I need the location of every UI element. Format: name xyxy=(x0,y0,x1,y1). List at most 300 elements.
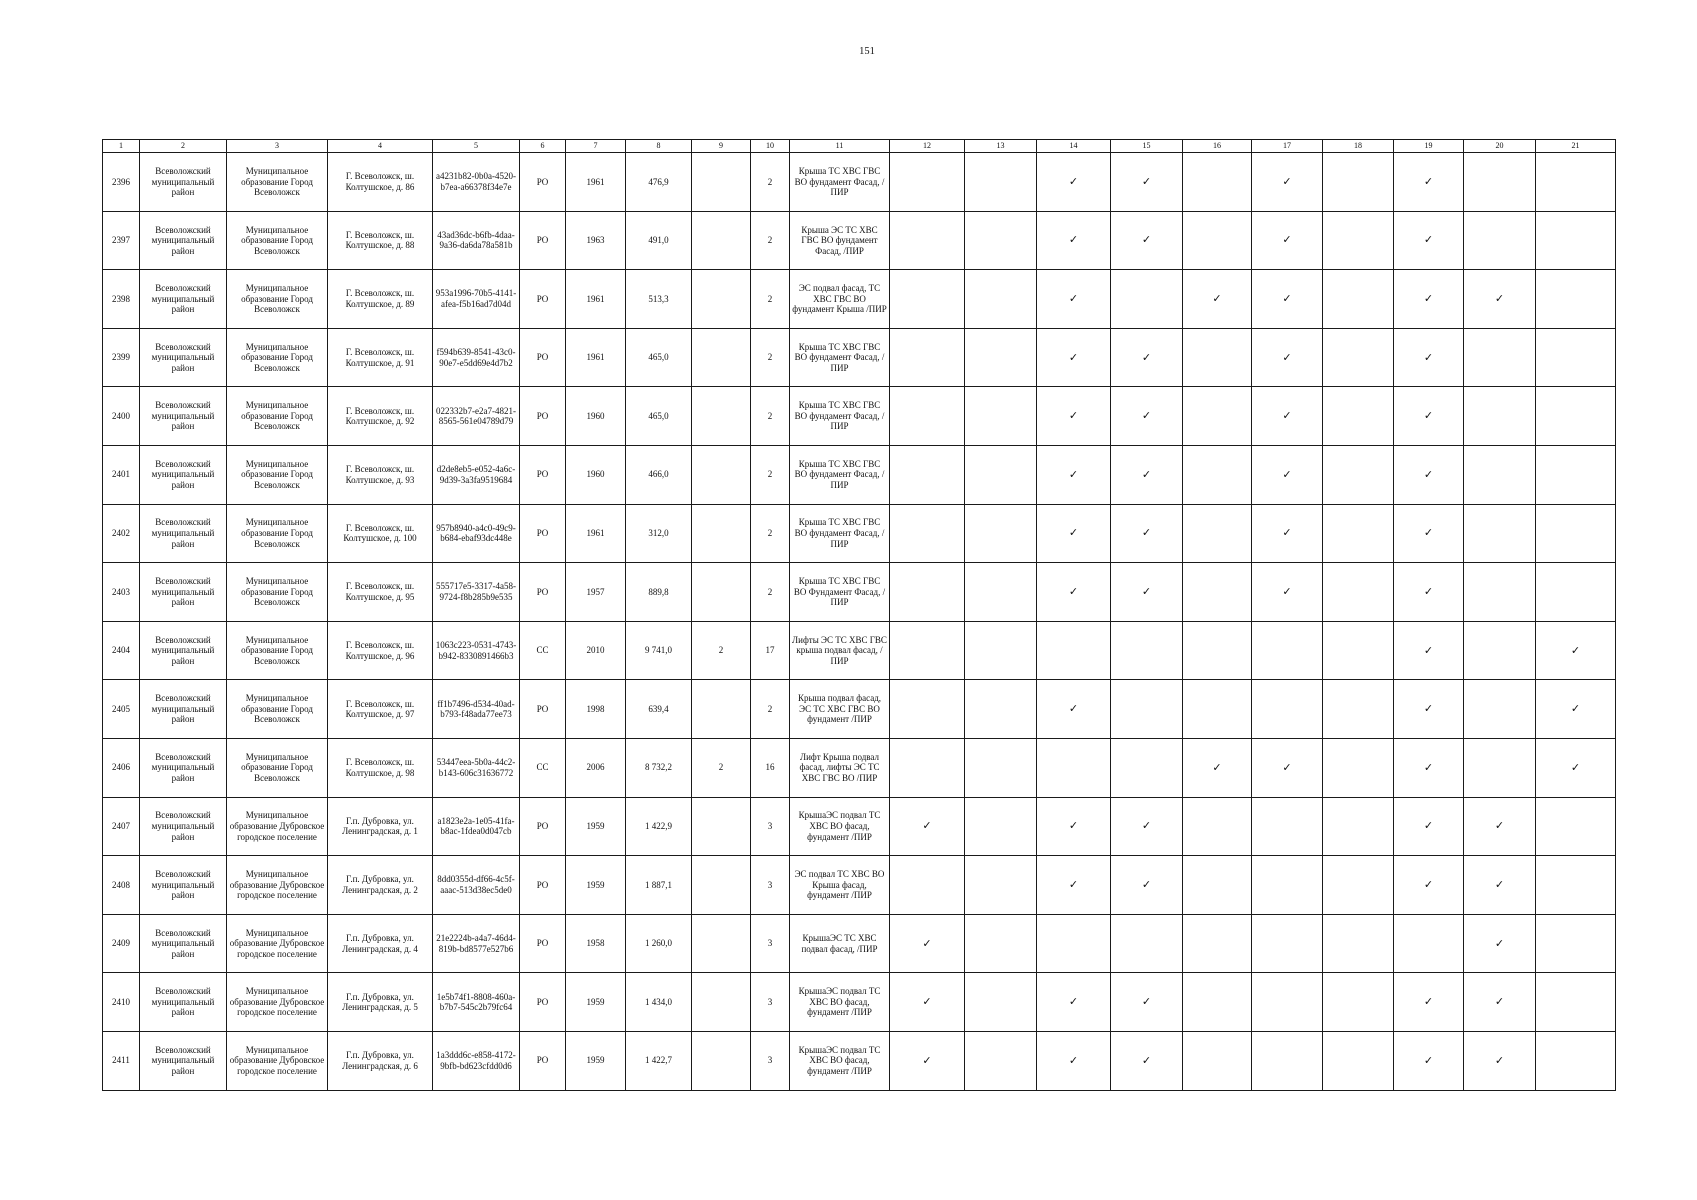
row-number-cell: 2409 xyxy=(103,914,140,973)
checkmark-cell: ✓ xyxy=(1536,738,1616,797)
address-cell: Г.п. Дубровка, ул. Ленинградская, д. 6 xyxy=(328,1031,433,1090)
checkmark-cell xyxy=(1323,153,1394,212)
works-list-cell: ЭС подвал ТС ХВС ВО Крыша фасад, фундамент /ПИР xyxy=(790,856,890,915)
col-10-cell: 17 xyxy=(751,621,790,680)
row-number-cell: 2399 xyxy=(103,328,140,387)
column-number-header: 12 xyxy=(890,140,965,153)
type-cell: СС xyxy=(520,621,566,680)
checkmark-cell: ✓ xyxy=(1111,445,1183,504)
table-row xyxy=(103,1031,1616,1090)
checkmark-cell xyxy=(1252,680,1323,739)
address-cell: Г. Всеволожск, ш. Колтушское, д. 100 xyxy=(328,504,433,563)
area-cell: 513,3 xyxy=(626,270,692,329)
address-cell: Г. Всеволожск, ш. Колтушское, д. 96 xyxy=(328,621,433,680)
checkmark-cell xyxy=(1183,621,1252,680)
col-9-cell xyxy=(692,270,751,329)
checkmark-cell xyxy=(890,445,965,504)
column-number-header: 9 xyxy=(692,140,751,153)
checkmark-cell xyxy=(1183,153,1252,212)
table-row xyxy=(103,738,1616,797)
table-row xyxy=(103,504,1616,563)
checkmark-cell xyxy=(1536,1031,1616,1090)
checkmark-cell xyxy=(1183,504,1252,563)
checkmark-cell: ✓ xyxy=(1037,387,1111,446)
works-list-cell: Крыша подвал фасад, ЭС ТС ХВС ГВС ВО фундамент /ПИР xyxy=(790,680,890,739)
checkmark-cell xyxy=(1252,973,1323,1032)
checkmark-cell xyxy=(1323,680,1394,739)
checkmark-cell xyxy=(1536,328,1616,387)
table-row xyxy=(103,153,1616,212)
checkmark-cell: ✓ xyxy=(1464,797,1536,856)
col-9-cell xyxy=(692,328,751,387)
type-cell: РО xyxy=(520,270,566,329)
municipality-cell: Муниципальное образование Дубровское городское поселение xyxy=(227,856,328,915)
checkmark-cell xyxy=(1183,563,1252,622)
checkmark-cell: ✓ xyxy=(890,973,965,1032)
year-cell: 1998 xyxy=(566,680,626,739)
col-9-cell xyxy=(692,856,751,915)
municipality-cell: Муниципальное образование Город Всеволожск xyxy=(227,680,328,739)
table-row xyxy=(103,270,1616,329)
page-number: 151 xyxy=(859,46,875,57)
type-cell: РО xyxy=(520,563,566,622)
year-cell: 1959 xyxy=(566,1031,626,1090)
checkmark-cell xyxy=(890,621,965,680)
checkmark-cell xyxy=(890,563,965,622)
checkmark-cell: ✓ xyxy=(1394,856,1464,915)
area-cell: 466,0 xyxy=(626,445,692,504)
municipality-cell: Муниципальное образование Город Всеволожск xyxy=(227,504,328,563)
building-id-cell: 555717e5-3317-4a58-9724-f8b285b9e535 xyxy=(433,563,520,622)
year-cell: 1959 xyxy=(566,797,626,856)
checkmark-cell xyxy=(1323,973,1394,1032)
checkmark-cell: ✓ xyxy=(1464,973,1536,1032)
checkmark-cell: ✓ xyxy=(1111,973,1183,1032)
year-cell: 2006 xyxy=(566,738,626,797)
column-number-header: 6 xyxy=(520,140,566,153)
checkmark-cell xyxy=(890,738,965,797)
building-id-cell: a1823e2a-1e05-41fa-b8ac-1fdea0d047cb xyxy=(433,797,520,856)
works-list-cell: Крыша ТС ХВС ГВС ВО фундамент Фасад, /ПИР xyxy=(790,445,890,504)
municipality-cell: Муниципальное образование Город Всеволожск xyxy=(227,563,328,622)
address-cell: Г.п. Дубровка, ул. Ленинградская, д. 5 xyxy=(328,973,433,1032)
checkmark-cell: ✓ xyxy=(1111,153,1183,212)
row-number-cell: 2405 xyxy=(103,680,140,739)
checkmark-cell xyxy=(1464,738,1536,797)
checkmark-cell xyxy=(1111,738,1183,797)
works-list-cell: ЭС подвал фасад, ТС ХВС ГВС ВО фундамент Крыша /ПИР xyxy=(790,270,890,329)
municipality-cell: Муниципальное образование Город Всеволожск xyxy=(227,387,328,446)
row-number-cell: 2400 xyxy=(103,387,140,446)
col-9-cell xyxy=(692,563,751,622)
area-cell: 491,0 xyxy=(626,211,692,270)
checkmark-cell xyxy=(1323,621,1394,680)
column-number-header: 19 xyxy=(1394,140,1464,153)
checkmark-cell xyxy=(1183,1031,1252,1090)
area-cell: 1 422,9 xyxy=(626,797,692,856)
area-cell: 1 887,1 xyxy=(626,856,692,915)
checkmark-cell xyxy=(1536,856,1616,915)
checkmark-cell xyxy=(1464,680,1536,739)
area-cell: 465,0 xyxy=(626,328,692,387)
checkmark-cell: ✓ xyxy=(1037,211,1111,270)
checkmark-cell xyxy=(965,270,1037,329)
checkmark-cell xyxy=(1464,445,1536,504)
checkmark-cell xyxy=(1464,211,1536,270)
municipality-cell: Муниципальное образование Дубровское городское поселение xyxy=(227,797,328,856)
area-cell: 1 422,7 xyxy=(626,1031,692,1090)
checkmark-cell xyxy=(965,387,1037,446)
table-row xyxy=(103,328,1616,387)
building-id-cell: 21e2224b-a4a7-46d4-819b-bd8577e527b6 xyxy=(433,914,520,973)
checkmark-cell xyxy=(1394,914,1464,973)
area-cell: 8 732,2 xyxy=(626,738,692,797)
checkmark-cell xyxy=(1323,504,1394,563)
address-cell: Г. Всеволожск, ш. Колтушское, д. 86 xyxy=(328,153,433,212)
col-10-cell: 2 xyxy=(751,328,790,387)
column-number-header: 8 xyxy=(626,140,692,153)
checkmark-cell xyxy=(1183,211,1252,270)
checkmark-cell xyxy=(1111,621,1183,680)
checkmark-cell: ✓ xyxy=(1464,914,1536,973)
checkmark-cell: ✓ xyxy=(1252,270,1323,329)
municipality-cell: Муниципальное образование Город Всеволожск xyxy=(227,738,328,797)
checkmark-cell: ✓ xyxy=(1394,387,1464,446)
col-9-cell xyxy=(692,387,751,446)
checkmark-cell: ✓ xyxy=(1394,973,1464,1032)
building-id-cell: 953a1996-70b5-4141-afea-f5b16ad7d04d xyxy=(433,270,520,329)
municipality-cell: Муниципальное образование Дубровское городское поселение xyxy=(227,914,328,973)
district-cell: Всеволожский муниципальный район xyxy=(140,797,227,856)
checkmark-cell xyxy=(1183,797,1252,856)
col-9-cell xyxy=(692,445,751,504)
works-list-cell: Лифт Крыша подвал фасад, лифты ЭС ТС ХВС ГВС ВО /ПИР xyxy=(790,738,890,797)
type-cell: РО xyxy=(520,973,566,1032)
address-cell: Г. Всеволожск, ш. Колтушское, д. 98 xyxy=(328,738,433,797)
checkmark-cell xyxy=(1183,914,1252,973)
checkmark-cell xyxy=(890,387,965,446)
col-10-cell: 2 xyxy=(751,153,790,212)
col-9-cell xyxy=(692,211,751,270)
checkmark-cell: ✓ xyxy=(1037,1031,1111,1090)
column-number-header: 20 xyxy=(1464,140,1536,153)
district-cell: Всеволожский муниципальный район xyxy=(140,270,227,329)
row-number-cell: 2406 xyxy=(103,738,140,797)
checkmark-cell xyxy=(1183,328,1252,387)
row-number-cell: 2411 xyxy=(103,1031,140,1090)
type-cell: РО xyxy=(520,914,566,973)
type-cell: РО xyxy=(520,211,566,270)
municipality-cell: Муниципальное образование Город Всеволожск xyxy=(227,270,328,329)
building-id-cell: 8dd0355d-df66-4c5f-aaac-513d38ec5de0 xyxy=(433,856,520,915)
checkmark-cell xyxy=(965,856,1037,915)
checkmark-cell: ✓ xyxy=(1394,504,1464,563)
col-10-cell: 3 xyxy=(751,914,790,973)
checkmark-cell: ✓ xyxy=(1394,328,1464,387)
checkmark-cell: ✓ xyxy=(1394,680,1464,739)
column-number-header: 4 xyxy=(328,140,433,153)
district-cell: Всеволожский муниципальный район xyxy=(140,738,227,797)
year-cell: 1961 xyxy=(566,328,626,387)
checkmark-cell xyxy=(1323,563,1394,622)
checkmark-cell: ✓ xyxy=(1394,153,1464,212)
works-list-cell: Крыша ТС ХВС ГВС ВО фундамент Фасад, /ПИР xyxy=(790,328,890,387)
district-cell: Всеволожский муниципальный район xyxy=(140,504,227,563)
column-number-header: 16 xyxy=(1183,140,1252,153)
checkmark-cell xyxy=(1464,621,1536,680)
checkmark-cell xyxy=(965,211,1037,270)
checkmark-cell xyxy=(965,621,1037,680)
checkmark-cell: ✓ xyxy=(1464,856,1536,915)
municipality-cell: Муниципальное образование Город Всеволожск xyxy=(227,211,328,270)
checkmark-cell xyxy=(890,328,965,387)
checkmark-cell xyxy=(1252,797,1323,856)
table-body xyxy=(103,153,1616,1091)
checkmark-cell xyxy=(1323,270,1394,329)
col-10-cell: 2 xyxy=(751,270,790,329)
column-number-header: 1 xyxy=(103,140,140,153)
column-number-header: 21 xyxy=(1536,140,1616,153)
address-cell: Г.п. Дубровка, ул. Ленинградская, д. 4 xyxy=(328,914,433,973)
district-cell: Всеволожский муниципальный район xyxy=(140,445,227,504)
checkmark-cell: ✓ xyxy=(1111,856,1183,915)
checkmark-cell xyxy=(890,153,965,212)
checkmark-cell xyxy=(1037,914,1111,973)
works-list-cell: КрышаЭС подвал ТС ХВС ВО фасад, фундамент /ПИР xyxy=(790,973,890,1032)
area-cell: 476,9 xyxy=(626,153,692,212)
type-cell: РО xyxy=(520,153,566,212)
district-cell: Всеволожский муниципальный район xyxy=(140,211,227,270)
district-cell: Всеволожский муниципальный район xyxy=(140,680,227,739)
year-cell: 1958 xyxy=(566,914,626,973)
district-cell: Всеволожский муниципальный район xyxy=(140,328,227,387)
checkmark-cell: ✓ xyxy=(1252,153,1323,212)
checkmark-cell xyxy=(1037,621,1111,680)
works-list-cell: Крыша ТС ХВС ГВС ВО фундамент Фасад, /ПИР xyxy=(790,504,890,563)
checkmark-cell xyxy=(1536,797,1616,856)
checkmark-cell: ✓ xyxy=(1037,797,1111,856)
checkmark-cell xyxy=(1252,914,1323,973)
col-9-cell xyxy=(692,914,751,973)
checkmark-cell: ✓ xyxy=(1536,680,1616,739)
works-list-cell: КрышаЭС ТС ХВС подвал фасад, /ПИР xyxy=(790,914,890,973)
row-number-cell: 2401 xyxy=(103,445,140,504)
district-cell: Всеволожский муниципальный район xyxy=(140,153,227,212)
address-cell: Г.п. Дубровка, ул. Ленинградская, д. 1 xyxy=(328,797,433,856)
checkmark-cell xyxy=(1464,387,1536,446)
checkmark-cell xyxy=(1323,797,1394,856)
column-number-header: 17 xyxy=(1252,140,1323,153)
municipality-cell: Муниципальное образование Дубровское городское поселение xyxy=(227,1031,328,1090)
municipality-cell: Муниципальное образование Дубровское городское поселение xyxy=(227,973,328,1032)
building-id-cell: 022332b7-e2a7-4821-8565-561e04789d79 xyxy=(433,387,520,446)
checkmark-cell: ✓ xyxy=(1252,328,1323,387)
checkmark-cell xyxy=(1323,445,1394,504)
col-9-cell xyxy=(692,1031,751,1090)
works-list-cell: Лифты ЭС ТС ХВС ГВС крыша подвал фасад, /ПИР xyxy=(790,621,890,680)
checkmark-cell: ✓ xyxy=(1252,504,1323,563)
col-10-cell: 2 xyxy=(751,680,790,739)
checkmark-cell: ✓ xyxy=(1111,328,1183,387)
column-number-header: 11 xyxy=(790,140,890,153)
table-row xyxy=(103,563,1616,622)
checkmark-cell: ✓ xyxy=(1394,1031,1464,1090)
checkmark-cell xyxy=(1536,914,1616,973)
district-cell: Всеволожский муниципальный район xyxy=(140,387,227,446)
checkmark-cell xyxy=(965,680,1037,739)
table-row xyxy=(103,445,1616,504)
type-cell: РО xyxy=(520,504,566,563)
checkmark-cell xyxy=(1464,504,1536,563)
col-10-cell: 2 xyxy=(751,387,790,446)
checkmark-cell xyxy=(1536,270,1616,329)
checkmark-cell: ✓ xyxy=(1394,270,1464,329)
checkmark-cell: ✓ xyxy=(1252,563,1323,622)
row-number-cell: 2398 xyxy=(103,270,140,329)
checkmark-cell xyxy=(965,445,1037,504)
col-10-cell: 2 xyxy=(751,504,790,563)
checkmark-cell xyxy=(1252,621,1323,680)
checkmark-cell xyxy=(965,153,1037,212)
checkmark-cell: ✓ xyxy=(1111,563,1183,622)
table-row xyxy=(103,973,1616,1032)
checkmark-cell: ✓ xyxy=(1111,387,1183,446)
checkmark-cell xyxy=(1464,563,1536,622)
col-10-cell: 16 xyxy=(751,738,790,797)
checkmark-cell xyxy=(965,504,1037,563)
year-cell: 1957 xyxy=(566,563,626,622)
address-cell: Г. Всеволожск, ш. Колтушское, д. 95 xyxy=(328,563,433,622)
area-cell: 1 434,0 xyxy=(626,973,692,1032)
checkmark-cell: ✓ xyxy=(1037,504,1111,563)
checkmark-cell: ✓ xyxy=(1394,738,1464,797)
type-cell: РО xyxy=(520,680,566,739)
area-cell: 465,0 xyxy=(626,387,692,446)
column-number-header: 5 xyxy=(433,140,520,153)
municipality-cell: Муниципальное образование Город Всеволожск xyxy=(227,153,328,212)
checkmark-cell xyxy=(1464,328,1536,387)
address-cell: Г. Всеволожск, ш. Колтушское, д. 89 xyxy=(328,270,433,329)
table-row xyxy=(103,621,1616,680)
checkmark-cell xyxy=(1536,504,1616,563)
checkmark-cell: ✓ xyxy=(1394,621,1464,680)
checkmark-cell: ✓ xyxy=(1037,328,1111,387)
district-cell: Всеволожский муниципальный район xyxy=(140,973,227,1032)
row-number-cell: 2410 xyxy=(103,973,140,1032)
building-id-cell: 43ad36dc-b6fb-4daa-9a36-da6da78a581b xyxy=(433,211,520,270)
col-9-cell xyxy=(692,680,751,739)
year-cell: 1961 xyxy=(566,504,626,563)
col-9-cell xyxy=(692,973,751,1032)
checkmark-cell xyxy=(1111,270,1183,329)
checkmark-cell xyxy=(890,270,965,329)
address-cell: Г. Всеволожск, ш. Колтушское, д. 88 xyxy=(328,211,433,270)
building-id-cell: ff1b7496-d534-40ad-b793-f48ada77ee73 xyxy=(433,680,520,739)
municipality-cell: Муниципальное образование Город Всеволожск xyxy=(227,328,328,387)
type-cell: РО xyxy=(520,328,566,387)
checkmark-cell xyxy=(965,563,1037,622)
column-number-header: 18 xyxy=(1323,140,1394,153)
type-cell: РО xyxy=(520,856,566,915)
year-cell: 1959 xyxy=(566,856,626,915)
checkmark-cell xyxy=(1183,973,1252,1032)
header-row xyxy=(103,140,1616,153)
area-cell: 1 260,0 xyxy=(626,914,692,973)
works-list-cell: Крыша ТС ХВС ГВС ВО Фундамент Фасад, /ПИР xyxy=(790,563,890,622)
row-number-cell: 2402 xyxy=(103,504,140,563)
address-cell: Г.п. Дубровка, ул. Ленинградская, д. 2 xyxy=(328,856,433,915)
checkmark-cell xyxy=(1183,856,1252,915)
table-row xyxy=(103,387,1616,446)
area-cell: 312,0 xyxy=(626,504,692,563)
checkmark-cell xyxy=(1037,738,1111,797)
table-row xyxy=(103,797,1616,856)
checkmark-cell xyxy=(1536,445,1616,504)
checkmark-cell: ✓ xyxy=(1037,445,1111,504)
checkmark-cell xyxy=(1252,856,1323,915)
checkmark-cell: ✓ xyxy=(1183,738,1252,797)
checkmark-cell xyxy=(1323,914,1394,973)
checkmark-cell: ✓ xyxy=(890,914,965,973)
checkmark-cell: ✓ xyxy=(1464,1031,1536,1090)
checkmark-cell: ✓ xyxy=(1111,797,1183,856)
checkmark-cell xyxy=(1536,153,1616,212)
column-number-header: 14 xyxy=(1037,140,1111,153)
col-9-cell xyxy=(692,504,751,563)
col-9-cell: 2 xyxy=(692,621,751,680)
checkmark-cell xyxy=(890,211,965,270)
checkmark-cell xyxy=(1183,445,1252,504)
works-list-cell: КрышаЭС подвал ТС ХВС ВО фасад, фундамент /ПИР xyxy=(790,797,890,856)
building-id-cell: 957b8940-a4c0-49c9-b684-ebaf93dc448e xyxy=(433,504,520,563)
checkmark-cell: ✓ xyxy=(1037,270,1111,329)
col-10-cell: 2 xyxy=(751,563,790,622)
building-id-cell: 1e5b74f1-8808-460a-b7b7-545c2b79fc64 xyxy=(433,973,520,1032)
checkmark-cell xyxy=(890,504,965,563)
checkmark-cell: ✓ xyxy=(1037,856,1111,915)
checkmark-cell: ✓ xyxy=(1037,973,1111,1032)
col-10-cell: 2 xyxy=(751,445,790,504)
checkmark-cell: ✓ xyxy=(1111,211,1183,270)
checkmark-cell xyxy=(1323,738,1394,797)
checkmark-cell xyxy=(1536,563,1616,622)
address-cell: Г. Всеволожск, ш. Колтушское, д. 92 xyxy=(328,387,433,446)
area-cell: 889,8 xyxy=(626,563,692,622)
building-id-cell: f594b639-8541-43c0-90e7-e5dd69e4d7b2 xyxy=(433,328,520,387)
col-9-cell xyxy=(692,153,751,212)
checkmark-cell xyxy=(1323,1031,1394,1090)
address-cell: Г. Всеволожск, ш. Колтушское, д. 93 xyxy=(328,445,433,504)
column-number-header: 7 xyxy=(566,140,626,153)
checkmark-cell xyxy=(1323,328,1394,387)
col-10-cell: 2 xyxy=(751,211,790,270)
table-row xyxy=(103,914,1616,973)
checkmark-cell: ✓ xyxy=(1252,211,1323,270)
works-list-cell: КрышаЭС подвал ТС ХВС ВО фасад, фундамент /ПИР xyxy=(790,1031,890,1090)
checkmark-cell: ✓ xyxy=(1394,445,1464,504)
checkmark-cell xyxy=(1111,680,1183,739)
checkmark-cell xyxy=(965,1031,1037,1090)
checkmark-cell: ✓ xyxy=(890,1031,965,1090)
building-id-cell: d2de8eb5-e052-4a6c-9d39-3a3fa9519684 xyxy=(433,445,520,504)
checkmark-cell xyxy=(965,328,1037,387)
checkmark-cell xyxy=(965,738,1037,797)
checkmark-cell: ✓ xyxy=(1394,211,1464,270)
year-cell: 1961 xyxy=(566,153,626,212)
row-number-cell: 2403 xyxy=(103,563,140,622)
checkmark-cell xyxy=(1536,387,1616,446)
checkmark-cell: ✓ xyxy=(1252,445,1323,504)
